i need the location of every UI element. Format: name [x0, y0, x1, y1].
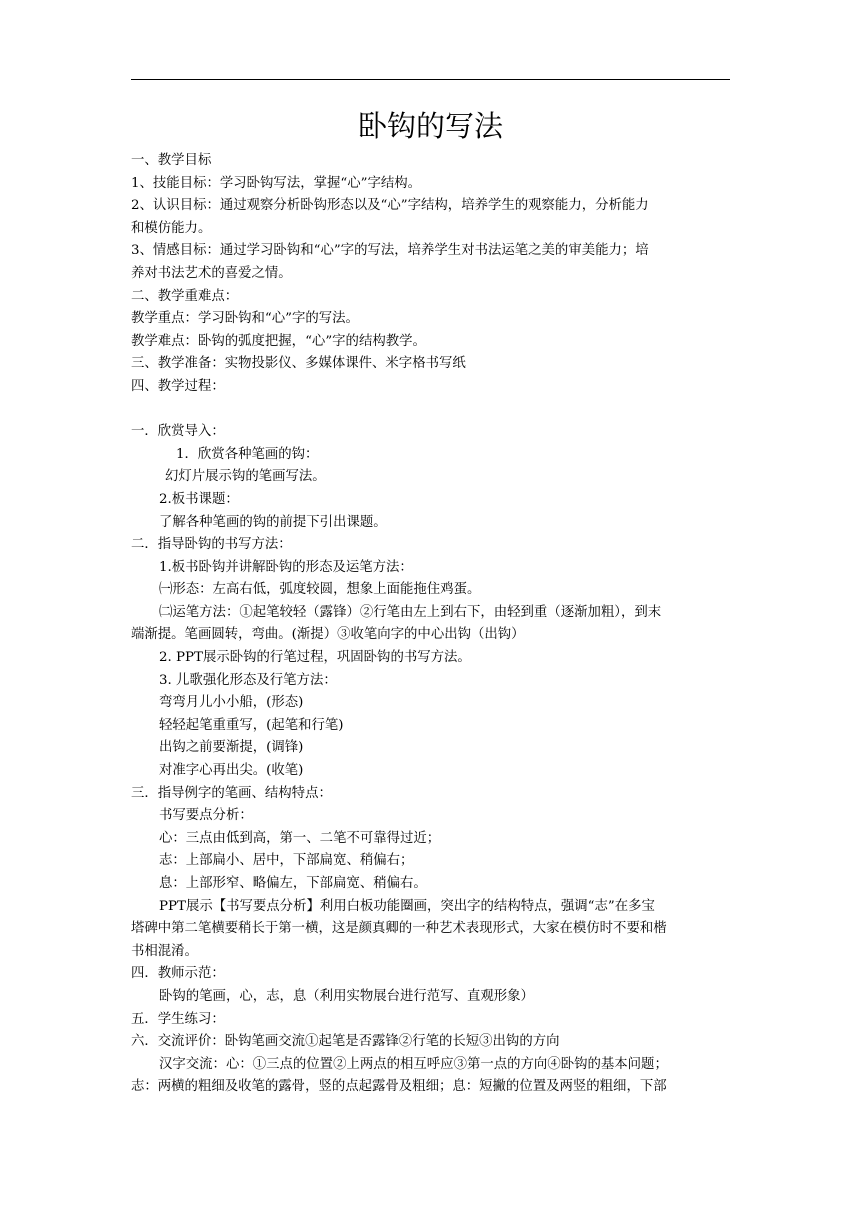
body-line: 1.板书卧钩并讲解卧钩的形态及运笔方法： [159, 559, 413, 575]
body-line: 1、技能目标：学习卧钩写法，掌握“心”字结构。 [131, 175, 422, 191]
section-heading: 三、教学准备：实物投影仪、多媒体课件、米字格书写纸 [131, 356, 466, 372]
header-rule [131, 79, 730, 80]
body-line: 养对书法艺术的喜爱之情。 [131, 265, 292, 281]
body-line: ㈡运笔方法：①起笔较轻（露锋）②行笔由左上到右下，由轻到重（逐渐加粗），到末 [159, 604, 662, 620]
body-line: 汉字交流：心：①三点的位置②上两点的相互呼应③第一点的方向④卧钩的基本问题； [159, 1056, 668, 1072]
body-line: 轻轻起笔重重写，(起笔和行笔) [159, 717, 344, 733]
body-line: 了解各种笔画的钩的前提下引出课题。 [159, 514, 387, 530]
body-line: 书相混淆。 [131, 943, 198, 959]
body-line: 志：两横的粗细及收笔的露骨，竖的点起露骨及粗细；息：短撇的位置及两竖的粗细，下部 [131, 1079, 667, 1095]
step-heading: 二．指导卧钩的书写方法： [131, 537, 292, 553]
step-heading: 六．交流评价：卧钩笔画交流①起笔是否露锋②行笔的长短③出钩的方向 [131, 1034, 560, 1050]
body-line: 息：上部形窄、略偏左，下部扁宽、稍偏右。 [159, 876, 427, 891]
blank-line [131, 399, 730, 422]
body-line: 3、情感目标：通过学习卧钩和“心”字的写法，培养学生对书法运笔之美的审美能力；培 [131, 243, 649, 259]
step-heading: 三．指导例字的笔画、结构特点： [131, 785, 332, 801]
body-line: 2.板书课题： [159, 491, 239, 507]
body-line: 对准字心再出尖。(收笔) [159, 763, 304, 779]
body-line: 志：上部扁小、居中，下部扁宽、稍偏右； [159, 853, 414, 869]
page-title: 卧钩的写法 [357, 109, 503, 143]
section-heading: 四、教学过程： [131, 378, 225, 394]
body-line: 3. 儿歌强化形态及行笔方法： [159, 672, 337, 688]
step-heading: 五．学生练习： [131, 1011, 225, 1027]
step-heading: 一．欣赏导入： [131, 424, 225, 440]
section-heading: 二、教学重难点： [131, 288, 239, 304]
body-line: 塔碑中第二笔横要稍长于第一横，这是颜真卿的一种艺术表现形式，大家在模仿时不要和楷 [131, 921, 667, 937]
body-line: 教学难点：卧钩的弧度把握，“心”字的结构教学。 [131, 333, 426, 349]
body-line: 2、认识目标：通过观察分析卧钩形态以及“心”字结构，培养学生的观察能力，分析能力 [131, 198, 649, 214]
body-line: 教学重点：学习卧钩和“心”字的写法。 [131, 311, 359, 327]
body-line: 心：三点由低到高，第一、二笔不可靠得过近； [159, 830, 441, 846]
body-line: PPT展示【书写要点分析】利用白板功能圈画，突出字的结构特点，强调“志”在多宝 [159, 898, 655, 914]
body-line: 卧钩的笔画，心，志，息（利用实物展台进行范写、直观形象） [159, 988, 534, 1004]
body-line: 端渐提。笔画圆转，弯曲。(渐提）③收笔向字的中心出钩（出钩） [131, 627, 525, 643]
body-line: 1．欣赏各种笔画的钩： [176, 446, 319, 462]
section-heading: 一、教学目标 [131, 153, 212, 168]
body-line: 和模仿能力。 [131, 220, 212, 236]
body-line: 弯弯月儿小小船，(形态) [159, 695, 304, 711]
body-line: 2. PPT展示卧钩的行笔过程，巩固卧钩的书写方法。 [159, 650, 471, 666]
body-line: ㈠形态：左高右低，弧度较圆，想象上面能拖住鸡蛋。 [159, 582, 481, 598]
document-body [131, 150, 730, 1099]
step-heading: 四．教师示范： [131, 966, 225, 982]
body-line: 书写要点分析： [159, 808, 253, 824]
body-line: 幻灯片展示钩的笔画写法。 [165, 469, 326, 485]
body-line: 出钩之前要渐提，(调锋) [159, 740, 304, 756]
